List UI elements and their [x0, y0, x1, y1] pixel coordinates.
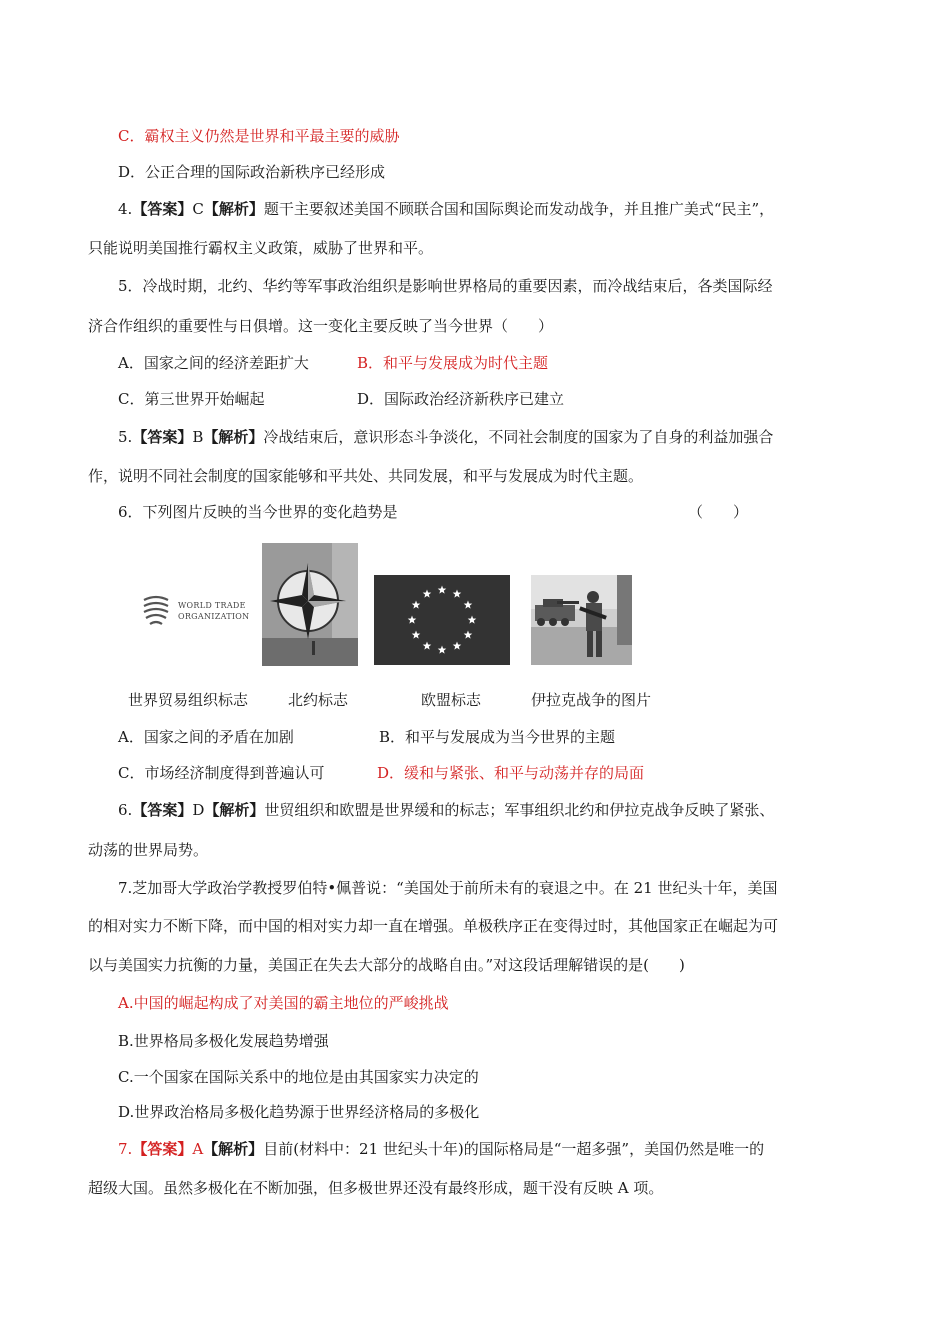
q7-explain-text-2: 超级大国。虽然多极化在不断加强，但多极世界还没有最终形成，题干没有反映 A 项。 [88, 1179, 664, 1197]
q5-answer-label: 【答案】 [132, 428, 193, 446]
q5-stem-1: 5．冷战时期，北约、华约等军事政治组织是影响世界格局的重要因素，而冷战结束后，各类国际经 [118, 277, 773, 295]
q7-option-a: A.中国的崛起构成了对美国的霸主地位的严峻挑战 [118, 994, 449, 1012]
wto-text-line-1: WORLD TRADE [178, 601, 246, 610]
q6-answer-line-1 [118, 800, 774, 820]
q7-stem-1: 7.芝加哥大学政治学教授罗伯特•佩普说：“美国处于前所未有的衰退之中。在 21 世纪头十年，美国 [118, 879, 778, 897]
eu-star-icon [468, 616, 477, 624]
q4-option-c: C．霸权主义仍然是世界和平最主要的威胁 [118, 127, 400, 145]
q6-option-b: B．和平与发展成为当今世界的主题 [379, 728, 616, 746]
wto-text-line-2: ORGANIZATION [178, 612, 250, 621]
eu-star-icon [453, 641, 462, 649]
q4-option-d: D．公正合理的国际政治新秩序已经形成 [118, 163, 386, 181]
q6-explain-text-1: 世贸组织和欧盟是世界缓和的标志；军事组织北约和伊拉克战争反映了紧张、 [264, 801, 775, 819]
q6-answer-num: 6. [118, 801, 133, 819]
q4-answer-line-1 [118, 199, 774, 219]
q5-answer-line-1 [118, 427, 773, 447]
eu-star-icon [438, 586, 447, 594]
q5-option-c: C．第三世界开始崛起 [118, 390, 265, 408]
q6-answer-paren: （ ） [688, 503, 749, 521]
q6-option-d: D．缓和与紧张、和平与动荡并存的局面 [377, 764, 645, 782]
q5-explain-text-1: 冷战结束后，意识形态斗争淡化，不同社会制度的国家为了自身的利益加强合 [263, 428, 774, 446]
eu-star-icon [423, 590, 432, 598]
iraq-war-photo [531, 575, 632, 665]
q6-option-a: A．国家之间的矛盾在加剧 [118, 728, 294, 746]
q6-explain-label: 【解析】 [204, 801, 265, 819]
eu-star-icon [453, 590, 462, 598]
q4-explain-label: 【解析】 [203, 200, 264, 218]
q7-explain-text-1: 目前(材料中：21 世纪头十年)的国际格局是“一超多强”，美国仍然是唯一的 [263, 1140, 765, 1158]
q7-answer-letter: A [192, 1140, 204, 1158]
q6-answer-label: 【答案】 [132, 801, 193, 819]
caption-eu: 欧盟标志 [421, 691, 482, 709]
q5-stem-2: 济合作组织的重要性与日俱增。这一变化主要反映了当今世界（ ） [88, 317, 554, 335]
q6-option-c: C．市场经济制度得到普遍认可 [118, 764, 325, 782]
caption-wto: 世界贸易组织标志 [128, 691, 249, 709]
wto-logo [140, 590, 252, 630]
q4-explain-text-2: 只能说明美国推行霸权主义政策，威胁了世界和平。 [88, 239, 434, 257]
eu-star-icon [412, 601, 421, 609]
caption-iraq: 伊拉克战争的图片 [531, 691, 652, 709]
q6-stem: 6．下列图片反映的当今世界的变化趋势是 [118, 503, 398, 521]
q7-option-c: C.一个国家在国际关系中的地位是由其国家实力决定的 [118, 1068, 479, 1086]
q5-option-d: D．国际政治经济新秩序已建立 [357, 390, 565, 408]
q7-stem-2: 的相对实力不断下降，而中国的相对实力却一直在增强。单极秩序正在变得过时，其他国家正在崛起为可 [88, 917, 779, 935]
q5-explain-text-2: 作，说明不同社会制度的国家能够和平共处、共同发展，和平与发展成为时代主题。 [88, 467, 644, 485]
nato-photo [262, 543, 358, 666]
soldier-photo-icon [531, 575, 632, 665]
q7-answer-line-1 [118, 1139, 764, 1159]
eu-star-icon [412, 631, 421, 639]
nato-star-icon [262, 543, 358, 666]
eu-star-icon [464, 631, 473, 639]
q5-explain-label: 【解析】 [203, 428, 264, 446]
q4-answer-letter: C [192, 200, 204, 218]
eu-star-icon [438, 646, 447, 654]
q4-answer-label: 【答案】 [132, 200, 193, 218]
q7-answer-num: 7. [118, 1140, 133, 1158]
eu-flag [374, 575, 510, 665]
eu-star-icon [423, 641, 432, 649]
q5-answer-letter: B [192, 428, 204, 446]
q5-answer-num: 5. [118, 428, 133, 446]
q4-answer-num: 4. [118, 200, 133, 218]
q4-explain-text-1: 题干主要叙述美国不顾联合国和国际舆论而发动战争，并且推广美式“民主”， [263, 200, 775, 218]
eu-star-icon [464, 601, 473, 609]
q6-explain-text-2: 动荡的世界局势。 [88, 841, 209, 859]
q7-option-b: B.世界格局多极化发展趋势增强 [118, 1032, 329, 1050]
q7-option-d: D.世界政治格局多极化趋势源于世界经济格局的多极化 [118, 1103, 480, 1121]
caption-nato: 北约标志 [288, 691, 349, 709]
q7-answer-label: 【答案】 [132, 1140, 193, 1158]
eu-star-icon [408, 616, 417, 624]
eu-stars-icon [374, 575, 510, 665]
q7-stem-3: 以与美国实力抗衡的力量，美国正在失去大部分的战略自由。”对这段话理解错误的是( ) [88, 956, 685, 974]
q5-option-b: B．和平与发展成为时代主题 [357, 354, 549, 372]
q7-explain-label: 【解析】 [203, 1140, 264, 1158]
q5-option-a: A．国家之间的经济差距扩大 [118, 354, 309, 372]
q6-answer-letter: D [192, 801, 205, 819]
